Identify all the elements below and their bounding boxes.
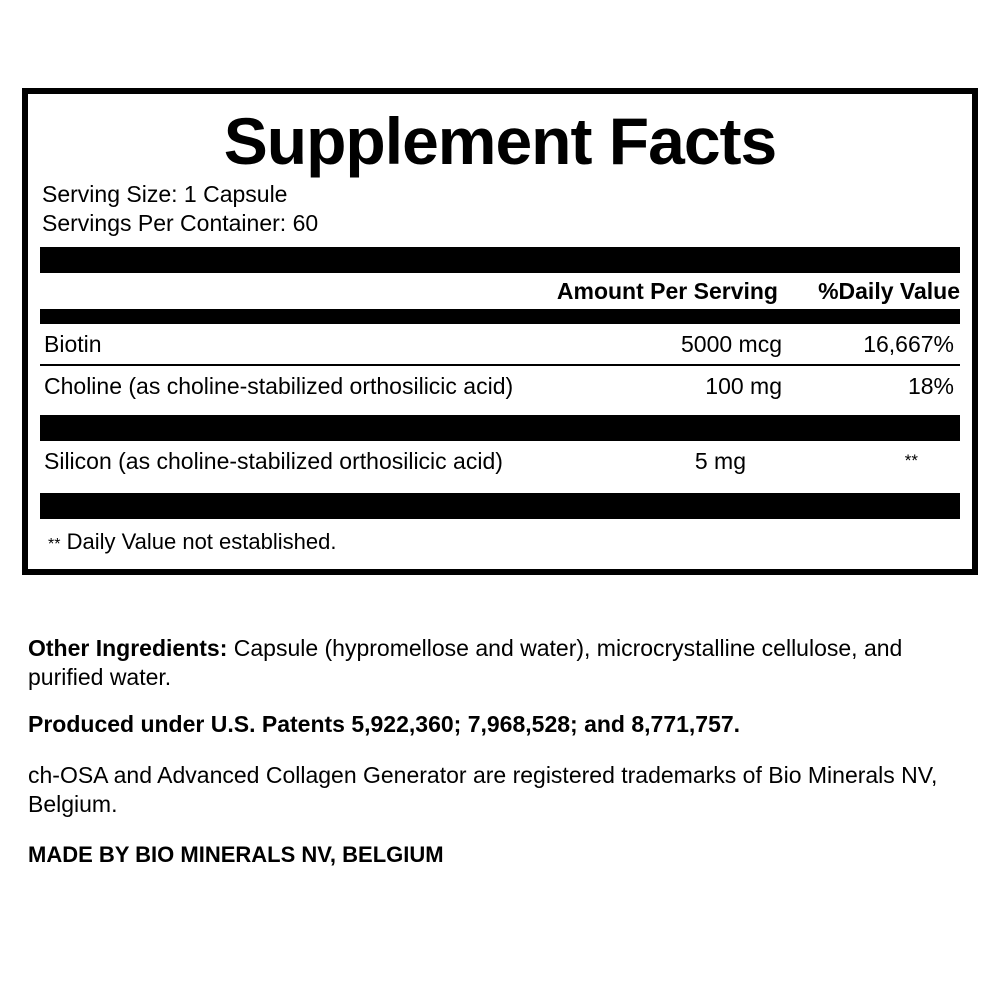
patents-statement: Produced under U.S. Patents 5,922,360; 7,968,528; and 8,771,757. (28, 711, 741, 737)
table-row (40, 441, 960, 484)
other-ingredients-label: Other Ingredients: (28, 635, 228, 661)
column-header-daily-value: %Daily Value (818, 278, 960, 304)
trademark-statement: ch-OSA and Advanced Collagen Generator are registered trademarks of Bio Minerals NV, Belgium. (28, 762, 938, 817)
nutrient-name: Silicon (as choline-stabilized orthosilicic acid) (44, 448, 503, 474)
nutrient-daily-value: 16,667% (863, 331, 954, 357)
column-header-amount: Amount Per Serving (556, 278, 778, 304)
made-by-statement: MADE BY BIO MINERALS NV, BELGIUM (28, 842, 444, 867)
nutrient-amount: 100 mg (705, 373, 782, 399)
nutrient-amount: 5000 mcg (680, 331, 782, 357)
nutrient-daily-value: ** (904, 451, 918, 470)
footnote-marker: ** (48, 536, 61, 553)
other-ingredients (28, 634, 978, 692)
servings-per-container: Servings Per Container: 60 (42, 210, 319, 236)
nutrient-daily-value: 18% (907, 373, 954, 399)
supplement-facts-panel (22, 88, 978, 575)
nutrient-amount: 5 mg (694, 448, 746, 474)
divider-thick-middle (40, 415, 960, 441)
table-header-row (40, 273, 960, 309)
footnote (40, 519, 960, 563)
nutrient-name: Choline (as choline-stabilized orthosilicic acid) (44, 373, 514, 399)
label-body-text (28, 634, 978, 869)
page-title: Supplement Facts (223, 104, 777, 178)
divider-thick-top (40, 247, 960, 273)
nutrient-name: Biotin (44, 331, 102, 357)
serving-size: Serving Size: 1 Capsule (42, 181, 288, 207)
divider-thick-bottom (40, 493, 960, 519)
table-row (40, 366, 960, 406)
divider-under-header (40, 309, 960, 324)
footnote-text: Daily Value not established. (66, 529, 337, 554)
table-row (40, 324, 960, 366)
other-ingredients-text: Capsule (hypromellose and water), microcrystalline cellulose, and purified water. (28, 635, 903, 690)
